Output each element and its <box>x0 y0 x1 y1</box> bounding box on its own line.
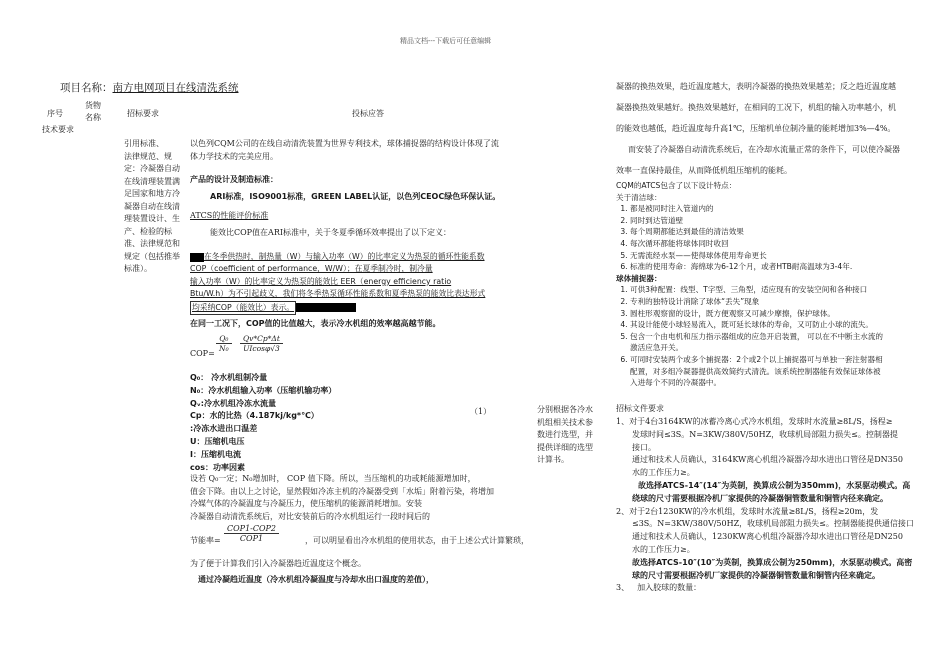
redaction-block <box>190 253 204 262</box>
saving-label: 节能率= <box>190 536 221 545</box>
col-resp: 投标应答 <box>352 109 384 118</box>
project-title <box>60 82 239 95</box>
side-note-line: 数进行选型，并 <box>537 430 593 439</box>
list-item: 4. 每次循环都能将球体同时收回 <box>630 238 950 250</box>
tender-line: 加入胶球的数量： <box>637 583 702 593</box>
req-line: 引用标准、 <box>124 139 164 148</box>
req-line: 理装置设计、生 <box>124 214 180 223</box>
req-line: 规定（包括推举 <box>124 251 180 261</box>
atcs-features-title: CQM的ATCS包含了以下设计特点： <box>616 181 737 190</box>
list-item: 5. 无需流经水泵——使得球体使用寿命更长 <box>630 250 950 262</box>
tech-req-label: 技术要求 <box>42 125 74 134</box>
right-line: 凝器换热效果越好。换热效果越好，在相同的工况下，机组的输入功率越小，机 <box>616 103 896 112</box>
req-line: 定：冷凝器自动 <box>124 164 180 173</box>
list-item-cont: 配置，对多组冷凝器提供高效简约式清洗。该系统控制器能有效保证球体被 <box>630 366 881 376</box>
def-line: Btu/W.h）为不引起歧义，我们将冬季热泵循环性能系数和夏季热泵的能效比表达形式 <box>190 289 486 299</box>
design-title: 产品的设计及制造标准： <box>190 175 278 184</box>
para-line: 冷媒气体的冷凝温度与冷凝压力，使压缩机的能源消耗增加。安装 <box>190 499 422 508</box>
list-item: 6. 标准的使用寿命：海绵球为6-12个月，或者HTB耐高温球为3-4年. <box>630 261 950 273</box>
cop-fraction-right <box>240 334 283 353</box>
list-item: 2. 同时到达管道壁 <box>630 215 950 227</box>
list-item-text: 可同时安装两个或多个捕捉器：2个或2个以上捕捉器可与单独一套注射器相 <box>630 354 883 364</box>
def-line: 输入功率（W）的比率定义为热泵的能效比 EER（energy efficiency ratio <box>190 276 452 286</box>
list-item: 1. 可供3种配置：线型、T字型、三角型，适应现有的安装空间和各种接口 <box>630 284 950 296</box>
req-line: 凝器自动在线清 <box>124 201 180 211</box>
intro-line: 以色列CQM公司的在线自动清洗装置为世界专利技术，球体捕捉器的结构设计体现了流 <box>190 139 499 148</box>
saving-tail: ，可以明显看出冷水机组的使用状态，由于上述公式计算繁琐， <box>305 536 529 545</box>
symbol-item: N₀：冷水机组输入功率（压缩机输功率） <box>190 385 337 395</box>
col-no: 序号 <box>47 109 63 118</box>
right-top-para <box>616 76 950 181</box>
req-line: 法律规范、规 <box>124 151 172 161</box>
list-item: 3. 圆柱形观察窗的设计，既方便观察又可减少摩擦，保护球体。 <box>630 308 950 320</box>
symbol-item: I：压缩机电流 <box>190 449 241 459</box>
cop-top: Q₀ <box>216 334 232 344</box>
approach-intro: 为了便于计算我们引入冷凝器趋近温度这个概念。 <box>190 559 366 568</box>
cop-denominator: UIcosφ√3 <box>243 344 280 353</box>
tender-line: 水的工作压力≥。 <box>632 544 695 554</box>
symbol-item: Qᵥ:冷水机组冷冻水流量 <box>190 398 277 408</box>
right-features <box>616 180 950 389</box>
def-line: 在冬季供热时，制热量（W）与输入功率（W）的比率定义为热泵的循环性能系数 <box>204 252 485 261</box>
tender-line: 水的工作压力≥。 <box>632 468 695 478</box>
req-line: 产、检验的标 <box>124 226 172 236</box>
tender-items <box>616 416 950 595</box>
same-condition-note: 在同一工况下，COP值的比值越大，表示冷水机组的效率越高越节能。 <box>190 319 441 328</box>
symbol-item: :冷冻水进出口温差 <box>190 424 258 434</box>
tender-line: 通过和技术人员确认，1230KW离心机组冷凝器冷却水进出口管径是DN250 <box>632 532 903 542</box>
right-line: 的能效也越低，趋近温度每升高1℃，压缩机单位制冷量的能耗增加3%—4%。 <box>616 124 896 133</box>
project-name: 南方电网项目在线清洗系统 <box>112 82 239 94</box>
explanation-para <box>190 473 535 523</box>
req-line: 准、法律规范和 <box>124 239 180 248</box>
symbol-list <box>190 372 336 474</box>
standards-line: ARI标准，ISO9001标准，GREEN LABEL认证，以色列CEOC绿色环保认证。 <box>210 192 501 201</box>
list-item <box>630 331 950 354</box>
item-number: 3、 <box>616 583 630 593</box>
item-number: 2、 <box>616 506 630 516</box>
list-item-cont: 入进每个不同的冷凝器中。 <box>630 378 722 388</box>
approach-temp: 通过冷凝趋近温度（冷水机组冷凝温度与冷却水出口温度的差值）， <box>198 575 434 584</box>
tender-line: 对于4台3164KW的冰蓄冷离心式冷水机组，发球时水流量≥8L/S，扬程≥ <box>629 417 893 426</box>
list-item <box>630 354 950 389</box>
def-line: 均采纳COP（能效比）表示。 <box>190 301 296 315</box>
list-item-cont: 激活应急开关。 <box>630 343 684 353</box>
atcs-title: ATCS的性能评价标准 <box>190 211 269 220</box>
symbol-item: U：压缩机电压 <box>190 436 245 446</box>
cop-numerator: Qv*Cp*Δt <box>240 334 283 344</box>
side-note-line: 计算书。 <box>537 455 569 464</box>
side-note <box>537 404 611 467</box>
def-line: COP（coefficient of performance，W/W）；在夏季制冷时，制冷量 <box>190 264 433 274</box>
header-watermark: 精品文档---下载后可任意编辑 <box>400 37 492 45</box>
req-line: 标准）。 <box>124 264 152 273</box>
clean-ball-title: 关于清洁球： <box>616 192 662 202</box>
right-line: 而安装了冷凝器自动清洗系统后，在冷却水流量正常的条件下，可以使冷凝器 <box>628 145 900 154</box>
tender-line: 绕球的尺寸需要根据冷机厂家提供的冷凝器铜管数量和铜管内径来确定。 <box>632 493 888 503</box>
symbol-item: Q₀： 冷水机组制冷量 <box>190 373 268 382</box>
saving-fraction <box>224 524 279 543</box>
response-intro <box>190 138 530 163</box>
tender-line: 故选择ATCS-14″(14″为英制，换算成公制为350mm)，水泵驱动模式。高 <box>638 480 911 490</box>
tender-line: 故选择ATCS-10″(10″为英制，换算成公制为250mm)，水泵驱动模式。高密 <box>632 557 913 567</box>
tender-line: 通过和技术人员确认，3164KW离心机组冷凝器冷却水进出口管径是DN350 <box>632 455 903 465</box>
tender-title: 招标文件要求 <box>616 404 664 413</box>
redaction-block <box>296 303 356 312</box>
req-line: 足国家和地方冷 <box>124 189 180 198</box>
cop-bottom: N₀ <box>219 344 229 353</box>
saving-rate-formula <box>190 524 535 550</box>
clean-ball-list <box>616 203 950 273</box>
list-item: 3. 每个周期都能达到最佳的清洁效果 <box>630 226 950 238</box>
tender-line: 球的尺寸需要根据冷机厂家提供的冷凝器铜管数量和铜管内径来确定。 <box>632 570 880 580</box>
catcher-title: 球体捕捉器： <box>616 273 662 283</box>
right-line: 效率一直保持最佳，从而降低机组压缩机的能耗。 <box>616 166 792 175</box>
intro-line: 体力学技术的完美应用。 <box>190 151 278 161</box>
side-note-line: 分别根据各冷水 <box>537 405 593 414</box>
equation-number: （1） <box>470 407 492 416</box>
para-line: 设若 Q₀一定；N₀增加时， COP 值下降。所以，当压缩机的功或耗能源增加时， <box>190 474 476 483</box>
catcher-list <box>616 284 950 388</box>
col-goods-2: 名称 <box>85 113 101 122</box>
saving-numerator: COP1-COP2 <box>224 524 279 534</box>
cop-definition <box>190 251 535 315</box>
col-goods-1: 货物 <box>85 101 101 110</box>
para-line: 值会下降。由以上之讨论，显然假如冷冻主机的冷凝器受到「水垢」附着污染，将增加 <box>190 486 494 496</box>
list-item: 4. 其设计能使小球轻易流入，既可延长球体的寿命，又可防止小球的流失。 <box>630 319 950 331</box>
cop-label: COP= <box>190 349 215 358</box>
symbol-item: cos：功率因素 <box>190 462 245 472</box>
item-number: 1、 <box>616 417 630 426</box>
list-item: 2. 专利的独特设计消除了球体“丢失”现象 <box>630 296 950 308</box>
para-line: 冷凝器自动清洗系统后，对比安装前后的冷水机组运行一段时间后的 <box>190 511 430 521</box>
saving-denominator: COP1 <box>239 534 264 543</box>
list-item: 1. 都是被同时注入管道内的 <box>630 203 950 215</box>
req-line: 在线清理装置满 <box>124 176 180 186</box>
side-note-line: 提供详细的选型 <box>537 442 593 452</box>
side-note-line: 机组相关技术参 <box>537 417 593 427</box>
tender-line: ≤3S。N=3KW/380V/50HZ，收球机局部阻力损失≤。控制器能提供通信接口 <box>632 519 914 529</box>
symbol-item: Cp：水的比热（4.187kj/kg*℃） <box>190 411 319 421</box>
right-line: 凝器的换热效果，趋近温度越大，表明冷凝器的换热效果越差；反之趋近温度越 <box>616 82 896 91</box>
tender-line: 发球时间≤3S。N=3KW/380V/50HZ，收球机局部阻力损失≤。控制器提 <box>632 429 898 439</box>
tender-line: 接口。 <box>632 442 656 452</box>
list-item-text: 包含一个由电机和压力指示器组成的应急开启装置， 可以在不中断主水流的 <box>630 331 884 341</box>
requirement-text <box>124 138 186 276</box>
cop-formula <box>190 334 290 366</box>
cop-fraction-left <box>216 334 232 353</box>
project-label: 项目名称： <box>60 82 113 94</box>
cop-intro: 能效比COP值在ARI标准中，关于冬夏季循环效率提出了以下定义： <box>210 228 452 237</box>
col-req: 招标要求 <box>127 109 159 118</box>
tender-line: 对于2台1230KW的冷水机组，发球时水流量≥8L/S，扬程≥20m，发 <box>629 506 879 516</box>
